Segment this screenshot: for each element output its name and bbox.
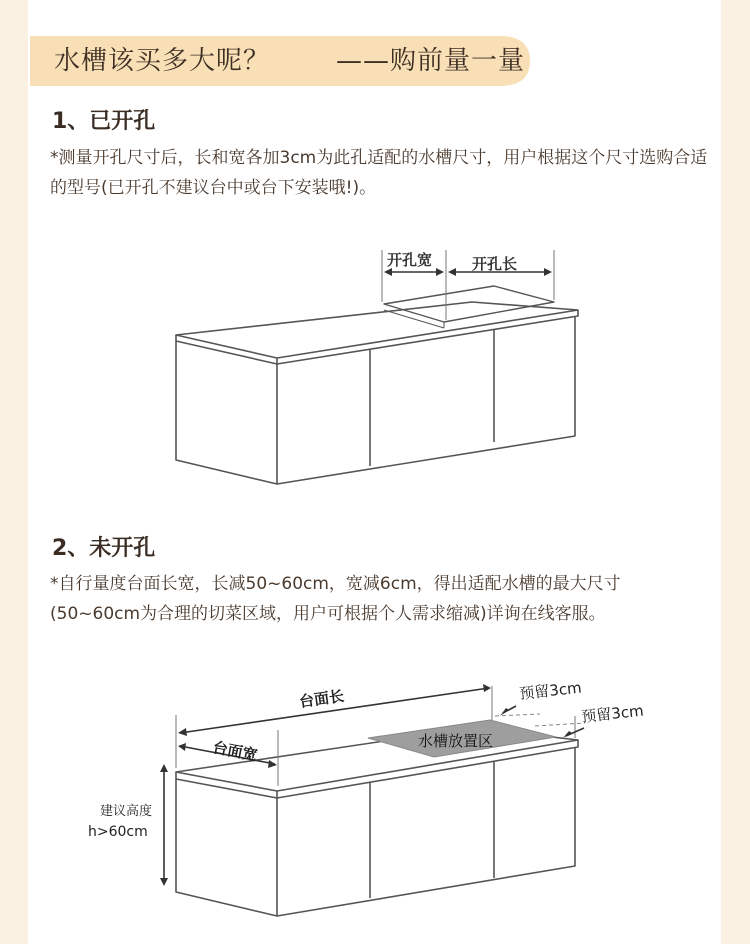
label-height-line2: h>60cm [88, 824, 148, 840]
label-counter-width: 台面宽 [211, 738, 259, 765]
label-height-line1: 建议高度 [100, 804, 153, 819]
label-counter-length: 台面长 [298, 686, 346, 711]
banner-subtitle: ——购前量一量 [336, 46, 526, 76]
section2-heading: 2、未开孔 [52, 536, 156, 561]
label-reserve-2: 预留3cm [580, 701, 645, 726]
banner-title: 水槽该买多大呢？ [54, 46, 271, 76]
label-hole-length: 开孔长 [472, 255, 518, 273]
label-sink-area: 水槽放置区 [418, 732, 494, 750]
label-hole-width: 开孔宽 [387, 251, 433, 269]
section1-heading: 1、已开孔 [52, 109, 156, 134]
section2-description: *自行量度台面长宽，长减50~60cm，宽减6cm，得出适配水槽的最大尺寸(50~60cm为合理的切菜区域，用户可根据个人需求缩减)详询在线客服。 [50, 574, 621, 624]
label-reserve-1: 预留3cm [518, 678, 583, 703]
section1-description: *测量开孔尺寸后，长和宽各加3cm为此孔适配的水槽尺寸，用户根据这个尺寸选购合适的型号(已开孔不建议台中或台下安装哦!)。 [50, 148, 708, 198]
